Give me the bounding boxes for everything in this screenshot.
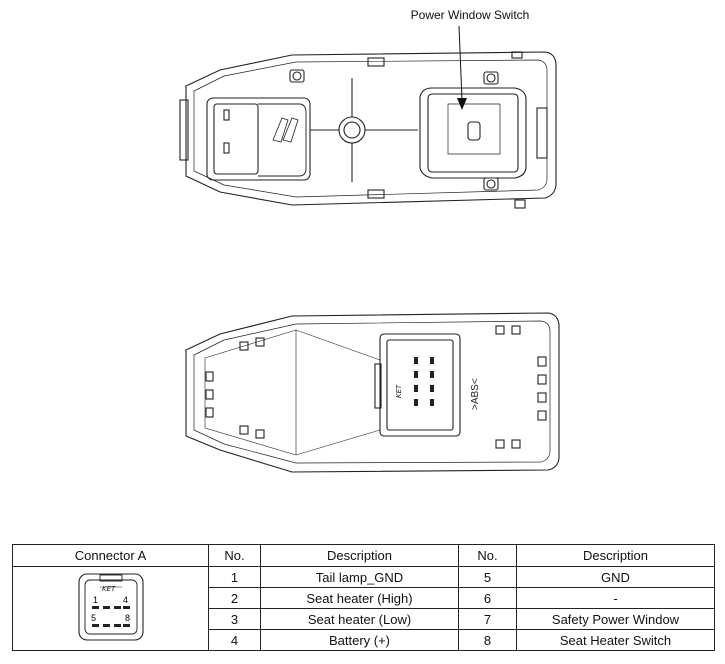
pin-description: Battery (+): [261, 630, 459, 651]
housing-ket-mark: KET: [395, 384, 403, 398]
pin-description: -: [517, 588, 715, 609]
switch-top-view: [180, 52, 556, 208]
pin-label-8: 8: [124, 613, 130, 623]
pin-row-top: [92, 606, 130, 609]
pin-number: 3: [209, 609, 261, 630]
pin-number: 6: [459, 588, 517, 609]
pin-description: Seat heater (High): [261, 588, 459, 609]
pin-description: GND: [517, 567, 715, 588]
connector-face-diagram: [76, 571, 146, 643]
pin-description: Safety Power Window: [517, 609, 715, 630]
power-window-switch-label: Power Window Switch: [410, 8, 530, 22]
table-header-row: [13, 545, 715, 567]
pin-label-4: 4: [122, 595, 128, 605]
header-description-a: Description: [261, 545, 459, 567]
pin-label-5: 5: [90, 613, 96, 623]
pin-label-1: 1: [92, 595, 98, 605]
pin-number: 7: [459, 609, 517, 630]
callout-arrow: [457, 26, 467, 110]
connector-pinout-table: [12, 544, 715, 651]
housing-abs-mark: >ABS<: [470, 378, 481, 410]
header-no-b: No.: [459, 545, 517, 567]
header-description-b: Description: [517, 545, 715, 567]
pin-description: Seat heater (Low): [261, 609, 459, 630]
connector-diagram-cell: [13, 567, 209, 651]
pin-number: 1: [209, 567, 261, 588]
table-row: [13, 567, 715, 588]
connector-ket-mark: KET: [101, 585, 115, 593]
switch-bottom-view: [186, 313, 559, 472]
pin-number: 4: [209, 630, 261, 651]
pin-description: Tail lamp_GND: [261, 567, 459, 588]
pin-number: 8: [459, 630, 517, 651]
header-connector: Connector A: [13, 545, 209, 567]
pin-description: Seat Heater Switch: [517, 630, 715, 651]
header-no-a: No.: [209, 545, 261, 567]
pin-number: 2: [209, 588, 261, 609]
pin-number: 5: [459, 567, 517, 588]
pin-row-bottom: [92, 624, 130, 627]
